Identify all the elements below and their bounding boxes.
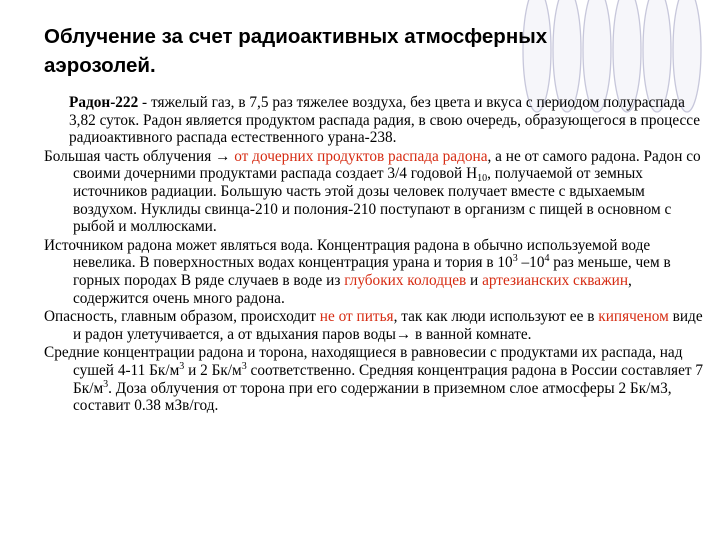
highlight-daughter-products: от дочерних продуктов распада радона <box>234 147 488 165</box>
radon-term: Радон-222 <box>69 94 139 111</box>
highlight-not-drinking: не от питья <box>319 308 394 326</box>
highlight-boiled: кипяченом <box>598 308 669 326</box>
paragraph-exposure: Большая часть облучения → от дочерних продуктов распада радона, а не от самого радона. Радон со своими дочерними продуктами распада создает 3/4 годовой $H_{10}$, получаемой от земных источников радиации. Большую часть этой дозы человек получает вместе с вдыхаемым воздухом. Нуклиды свинца-210 и полония-210 поступают в организм с пищей в основном с рыбой и моллюсками. <box>44 147 701 236</box>
paragraph-concentrations: Средние концентрации радона и торона, находящиеся в равновесии с продуктами их распада, над сушей 4-11 $Бк/м^3$ и 2 $Бк/м^3$ соответственно. Средняя концентрация радона в России составляет 7 $Бк/м^3$. Доза облучения от торона при его содержании в приземном слое атмосферы 2 Бк/м3, составит 0.38 мЗв/год. <box>44 344 704 415</box>
paragraph-danger: Опасность, главным образом, происходит не от питья, так как люди используют ее в кипяченом виде и радон улетучивается, а от вдыхания паров воды→ в ванной комнате. <box>44 308 703 343</box>
paragraph-radon: Радон-222 - тяжелый газ, в 7,5 раз тяжелее воздуха, без цвета и вкуса с периодом полураспада 3,82 суток. Радон является продуктом распада радия, в свою очередь, образующегося в процессе радиоактивного распада естественного урана-238. <box>69 94 701 147</box>
page-title: Облучение за счет радиоактивных атмосферных аэрозолей. <box>44 25 548 77</box>
content-body <box>44 94 706 416</box>
highlight-artesian-wells: артезианских скважин <box>482 271 629 289</box>
paragraph-water-source: Источником радона может являться вода. Концентрация радона в обычно используемой воде невелика. В поверхностных водах концентрация урана и тория в $10^3$ $-10^4$ раз меньше, чем в горных породах В ряде случаев в воде из глубоких колодцев и артезианских скважин, содержится очень много радона. <box>44 236 671 307</box>
highlight-deep-wells: глубоких колодцев <box>344 271 467 289</box>
